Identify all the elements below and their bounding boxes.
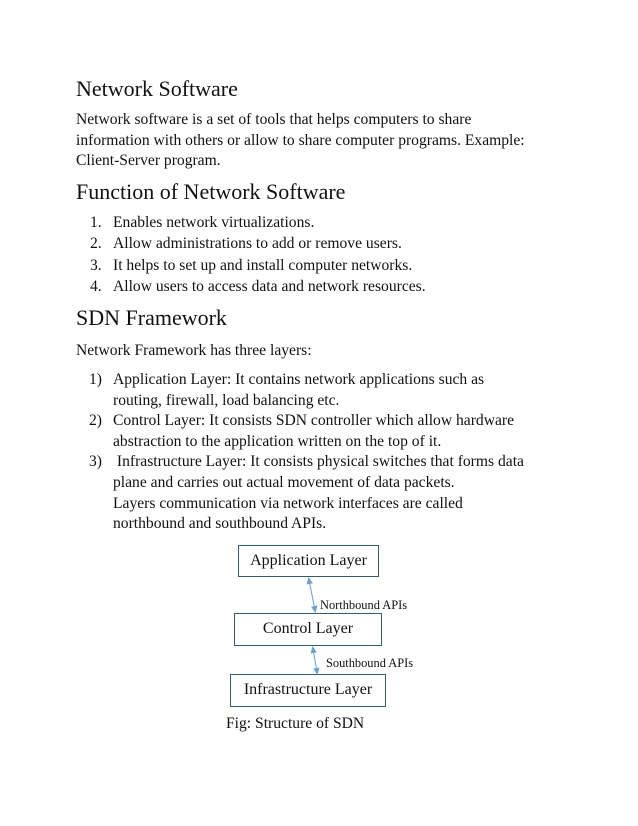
paragraph-network-software [76,110,576,172]
list-text: It helps to set up and install computer networks. [113,256,413,274]
heading-network-software: Network Software [76,76,238,101]
list-item [76,212,576,233]
list-number: 3. [90,256,102,274]
infrastructure-layer-box: Infrastructure Layer [230,674,386,707]
list-item [76,255,576,276]
paragraph-line: Network software is a set of tools that helps computers to share [76,111,472,128]
list-number: 2) [89,412,102,430]
control-layer-box: Control Layer [234,613,382,646]
list-item [76,370,576,411]
list-number: 4. [90,277,102,295]
list-text-line: Layers communication via network interfaces are called [113,494,463,512]
heading-function-network-software: Function of Network Software [76,179,346,204]
list-item [76,452,576,534]
paragraph-line: Client-Server program. [76,152,221,169]
list-text-line: routing, firewall, load balancing etc. [113,391,340,409]
southbound-apis-label: Southbound APIs [326,656,414,670]
function-list [76,212,576,297]
northbound-apis-label: Northbound APIs [320,598,408,612]
list-text: Allow administrations to add or remove users. [113,235,402,253]
list-text-line: Application Layer: It contains network applications such as [113,371,485,388]
list-text-line: Control Layer: It consists SDN controller which allow hardware [113,412,515,430]
list-item [76,411,576,452]
list-text-line: abstraction to the application written on the top of it. [113,432,442,450]
list-number: 3) [89,453,102,471]
list-text: Enables network virtualizations. [113,214,315,231]
southbound-arrow [313,649,317,672]
paragraph-line: information with others or allow to share computer programs. Example: [76,131,525,149]
list-number: 1) [89,371,102,388]
sdn-layer-list [76,370,576,535]
application-layer-box: Application Layer [238,545,379,577]
sdn-intro: Network Framework has three layers: [76,342,312,359]
northbound-arrow [309,580,315,610]
list-number: 2. [90,235,102,253]
list-text-line: northbound and southbound APIs. [113,515,327,533]
list-item [76,276,576,297]
list-text-line: Infrastructure Layer: It consists physical switches that forms data [113,453,524,471]
list-text-line: plane and carries out actual movement of data packets. [113,473,455,491]
list-text: Allow users to access data and network resources. [113,277,426,295]
list-number: 1. [90,214,102,231]
figure-caption: Fig: Structure of SDN [226,715,365,732]
list-item [76,233,576,254]
heading-sdn-framework: SDN Framework [76,305,227,330]
